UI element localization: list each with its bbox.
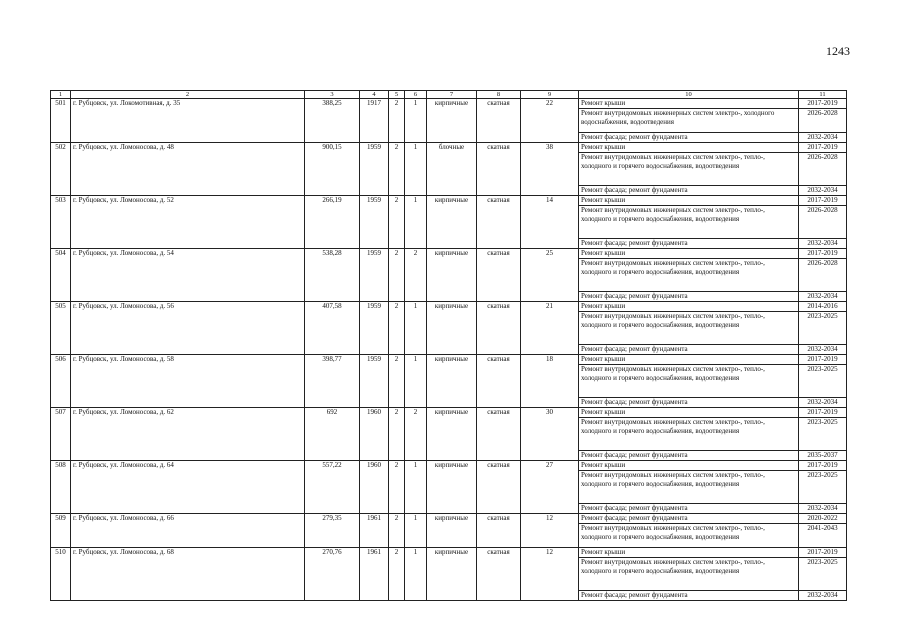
apartments-cell: 30: [521, 408, 579, 461]
work-type-cell: Ремонт внутридомовых инженерных систем электро-, тепло-, холодного и горячего водоснабжения, водоотведения: [579, 312, 799, 345]
year-cell: 1917: [360, 99, 389, 143]
address-cell: г. Рубцовск, ул. Ломоносова, д. 48: [71, 143, 305, 196]
area-cell: 407,58: [305, 302, 360, 355]
roof-type-cell: скатная: [477, 196, 521, 249]
table-row: [51, 461, 847, 471]
address-cell: г. Рубцовск, ул. Ломоносова, д. 66: [71, 514, 305, 548]
year-cell: 1959: [360, 249, 389, 302]
work-period-cell: 2032-2034: [799, 239, 847, 249]
work-period-cell: 2017-2019: [799, 249, 847, 259]
row-number-cell: 506: [51, 355, 71, 408]
header-cell: 9: [521, 91, 579, 99]
work-period-cell: 2032-2034: [799, 345, 847, 355]
apartments-cell: 27: [521, 461, 579, 514]
table-row: [51, 249, 847, 259]
header-cell: 3: [305, 91, 360, 99]
header-row: [51, 91, 847, 99]
area-cell: 388,25: [305, 99, 360, 143]
work-period-cell: 2014-2016: [799, 302, 847, 312]
year-cell: 1959: [360, 355, 389, 408]
work-period-cell: 2032-2034: [799, 504, 847, 514]
work-type-cell: Ремонт внутридомовых инженерных систем электро-, холодного водоснабжения, водоотведения: [579, 109, 799, 133]
work-period-cell: 2017-2019: [799, 548, 847, 558]
entrances-cell: 2: [405, 249, 427, 302]
work-period-cell: 2017-2019: [799, 461, 847, 471]
work-type-cell: Ремонт внутридомовых инженерных систем электро-, тепло-, холодного и горячего водоснабжения, водоотведения: [579, 471, 799, 504]
header-cell: 8: [477, 91, 521, 99]
year-cell: 1959: [360, 143, 389, 196]
work-period-cell: 2017-2019: [799, 196, 847, 206]
roof-type-cell: скатная: [477, 355, 521, 408]
floors-cell: 2: [389, 196, 405, 249]
header-cell: 11: [799, 91, 847, 99]
work-type-cell: Ремонт фасада; ремонт фундамента: [579, 133, 799, 143]
work-type-cell: Ремонт внутридомовых инженерных систем электро-, тепло-, холодного и горячего водоснабжения, водоотведения: [579, 153, 799, 186]
area-cell: 266,19: [305, 196, 360, 249]
entrances-cell: 1: [405, 548, 427, 601]
wall-material-cell: кирпичные: [427, 408, 477, 461]
work-type-cell: Ремонт фасада; ремонт фундамента: [579, 398, 799, 408]
work-period-cell: 2020-2022: [799, 514, 847, 524]
year-cell: 1959: [360, 302, 389, 355]
entrances-cell: 1: [405, 99, 427, 143]
year-cell: 1960: [360, 461, 389, 514]
work-period-cell: 2017-2019: [799, 99, 847, 109]
row-number-cell: 507: [51, 408, 71, 461]
roof-type-cell: скатная: [477, 548, 521, 601]
page-number: 1243: [826, 44, 850, 58]
row-number-cell: 503: [51, 196, 71, 249]
roof-type-cell: скатная: [477, 99, 521, 143]
wall-material-cell: кирпичные: [427, 514, 477, 548]
work-type-cell: Ремонт внутридомовых инженерных систем электро-, тепло-, холодного и горячего водоснабжения, водоотведения: [579, 259, 799, 292]
area-cell: 279,35: [305, 514, 360, 548]
work-period-cell: 2023-2025: [799, 312, 847, 345]
address-cell: г. Рубцовск, ул. Ломоносова, д. 58: [71, 355, 305, 408]
roof-type-cell: скатная: [477, 514, 521, 548]
apartments-cell: 12: [521, 514, 579, 548]
work-period-cell: 2035-2037: [799, 451, 847, 461]
work-type-cell: Ремонт крыши: [579, 461, 799, 471]
work-period-cell: 2023-2025: [799, 558, 847, 591]
work-period-cell: 2041-2043: [799, 524, 847, 548]
work-period-cell: 2032-2034: [799, 292, 847, 302]
table-row: [51, 514, 847, 524]
work-type-cell: Ремонт крыши: [579, 302, 799, 312]
wall-material-cell: кирпичные: [427, 548, 477, 601]
roof-type-cell: скатная: [477, 249, 521, 302]
work-period-cell: 2023-2025: [799, 365, 847, 398]
row-number-cell: 502: [51, 143, 71, 196]
row-number-cell: 510: [51, 548, 71, 601]
floors-cell: 2: [389, 249, 405, 302]
year-cell: 1959: [360, 196, 389, 249]
header-cell: 10: [579, 91, 799, 99]
work-period-cell: 2032-2034: [799, 186, 847, 196]
work-type-cell: Ремонт фасада; ремонт фундамента: [579, 345, 799, 355]
work-type-cell: Ремонт крыши: [579, 99, 799, 109]
address-cell: г. Рубцовск, ул. Ломоносова, д. 52: [71, 196, 305, 249]
work-period-cell: 2026-2028: [799, 153, 847, 186]
wall-material-cell: кирпичные: [427, 249, 477, 302]
header-cell: 2: [71, 91, 305, 99]
wall-material-cell: кирпичные: [427, 99, 477, 143]
area-cell: 900,15: [305, 143, 360, 196]
entrances-cell: 2: [405, 408, 427, 461]
row-number-cell: 501: [51, 99, 71, 143]
work-type-cell: Ремонт крыши: [579, 355, 799, 365]
area-cell: 398,77: [305, 355, 360, 408]
work-type-cell: Ремонт внутридомовых инженерных систем электро-, тепло-, холодного и горячего водоснабжения, водоотведения: [579, 524, 799, 548]
table-row: [51, 548, 847, 558]
roof-type-cell: скатная: [477, 408, 521, 461]
address-cell: г. Рубцовск, ул. Ломоносова, д. 64: [71, 461, 305, 514]
wall-material-cell: кирпичные: [427, 461, 477, 514]
year-cell: 1961: [360, 548, 389, 601]
work-period-cell: 2017-2019: [799, 355, 847, 365]
year-cell: 1960: [360, 408, 389, 461]
entrances-cell: 1: [405, 143, 427, 196]
work-type-cell: Ремонт фасада; ремонт фундамента: [579, 292, 799, 302]
work-period-cell: 2023-2025: [799, 471, 847, 504]
row-number-cell: 509: [51, 514, 71, 548]
area-cell: 538,28: [305, 249, 360, 302]
work-type-cell: Ремонт крыши: [579, 408, 799, 418]
work-type-cell: Ремонт внутридомовых инженерных систем электро-, тепло-, холодного и горячего водоснабжения, водоотведения: [579, 206, 799, 239]
work-period-cell: 2026-2028: [799, 259, 847, 292]
work-period-cell: 2026-2028: [799, 109, 847, 133]
header-cell: 6: [405, 91, 427, 99]
header-cell: 1: [51, 91, 71, 99]
roof-type-cell: скатная: [477, 302, 521, 355]
apartments-cell: 38: [521, 143, 579, 196]
work-type-cell: Ремонт фасада; ремонт фундамента: [579, 514, 799, 524]
row-number-cell: 508: [51, 461, 71, 514]
work-type-cell: Ремонт фасада; ремонт фундамента: [579, 239, 799, 249]
table-row: [51, 355, 847, 365]
floors-cell: 2: [389, 461, 405, 514]
work-period-cell: 2032-2034: [799, 398, 847, 408]
floors-cell: 2: [389, 99, 405, 143]
floors-cell: 2: [389, 143, 405, 196]
housing-repair-table: [50, 90, 847, 601]
address-cell: г. Рубцовск, ул. Ломоносова, д. 68: [71, 548, 305, 601]
work-type-cell: Ремонт внутридомовых инженерных систем электро-, тепло-, холодного и горячего водоснабжения, водоотведения: [579, 365, 799, 398]
address-cell: г. Рубцовск, ул. Ломоносова, д. 56: [71, 302, 305, 355]
work-period-cell: 2017-2019: [799, 408, 847, 418]
address-cell: г. Рубцовск, ул. Ломоносова, д. 54: [71, 249, 305, 302]
floors-cell: 2: [389, 355, 405, 408]
work-period-cell: 2032-2034: [799, 591, 847, 601]
table-body: [51, 91, 847, 601]
wall-material-cell: кирпичные: [427, 355, 477, 408]
area-cell: 270,76: [305, 548, 360, 601]
work-type-cell: Ремонт крыши: [579, 143, 799, 153]
table-row: [51, 99, 847, 109]
apartments-cell: 21: [521, 302, 579, 355]
wall-material-cell: кирпичные: [427, 196, 477, 249]
floors-cell: 2: [389, 302, 405, 355]
roof-type-cell: скатная: [477, 143, 521, 196]
apartments-cell: 25: [521, 249, 579, 302]
address-cell: г. Рубцовск, ул. Локомотивная, д. 35: [71, 99, 305, 143]
table-row: [51, 408, 847, 418]
entrances-cell: 1: [405, 196, 427, 249]
year-cell: 1961: [360, 514, 389, 548]
row-number-cell: 504: [51, 249, 71, 302]
header-cell: 4: [360, 91, 389, 99]
header-cell: 7: [427, 91, 477, 99]
row-number-cell: 505: [51, 302, 71, 355]
work-type-cell: Ремонт фасада; ремонт фундамента: [579, 504, 799, 514]
work-type-cell: Ремонт крыши: [579, 196, 799, 206]
work-period-cell: 2017-2019: [799, 143, 847, 153]
work-type-cell: Ремонт крыши: [579, 548, 799, 558]
work-type-cell: Ремонт фасада; ремонт фундамента: [579, 591, 799, 601]
work-type-cell: Ремонт внутридомовых инженерных систем электро-, тепло-, холодного и горячего водоснабжения, водоотведения: [579, 418, 799, 451]
apartments-cell: 22: [521, 99, 579, 143]
header-cell: 5: [389, 91, 405, 99]
table-row: [51, 143, 847, 153]
work-type-cell: Ремонт внутридомовых инженерных систем электро-, тепло-, холодного и горячего водоснабжения, водоотведения: [579, 558, 799, 591]
roof-type-cell: скатная: [477, 461, 521, 514]
floors-cell: 2: [389, 514, 405, 548]
apartments-cell: 14: [521, 196, 579, 249]
work-period-cell: 2026-2028: [799, 206, 847, 239]
table-row: [51, 302, 847, 312]
table-row: [51, 196, 847, 206]
apartments-cell: 18: [521, 355, 579, 408]
entrances-cell: 1: [405, 514, 427, 548]
address-cell: г. Рубцовск, ул. Ломоносова, д. 62: [71, 408, 305, 461]
entrances-cell: 1: [405, 355, 427, 408]
work-type-cell: Ремонт фасада; ремонт фундамента: [579, 451, 799, 461]
area-cell: 692: [305, 408, 360, 461]
floors-cell: 2: [389, 408, 405, 461]
floors-cell: 2: [389, 548, 405, 601]
work-period-cell: 2023-2025: [799, 418, 847, 451]
work-type-cell: Ремонт крыши: [579, 249, 799, 259]
entrances-cell: 1: [405, 461, 427, 514]
wall-material-cell: кирпичные: [427, 302, 477, 355]
work-period-cell: 2032-2034: [799, 133, 847, 143]
entrances-cell: 1: [405, 302, 427, 355]
work-type-cell: Ремонт фасада; ремонт фундамента: [579, 186, 799, 196]
area-cell: 557,22: [305, 461, 360, 514]
wall-material-cell: блочные: [427, 143, 477, 196]
apartments-cell: 12: [521, 548, 579, 601]
